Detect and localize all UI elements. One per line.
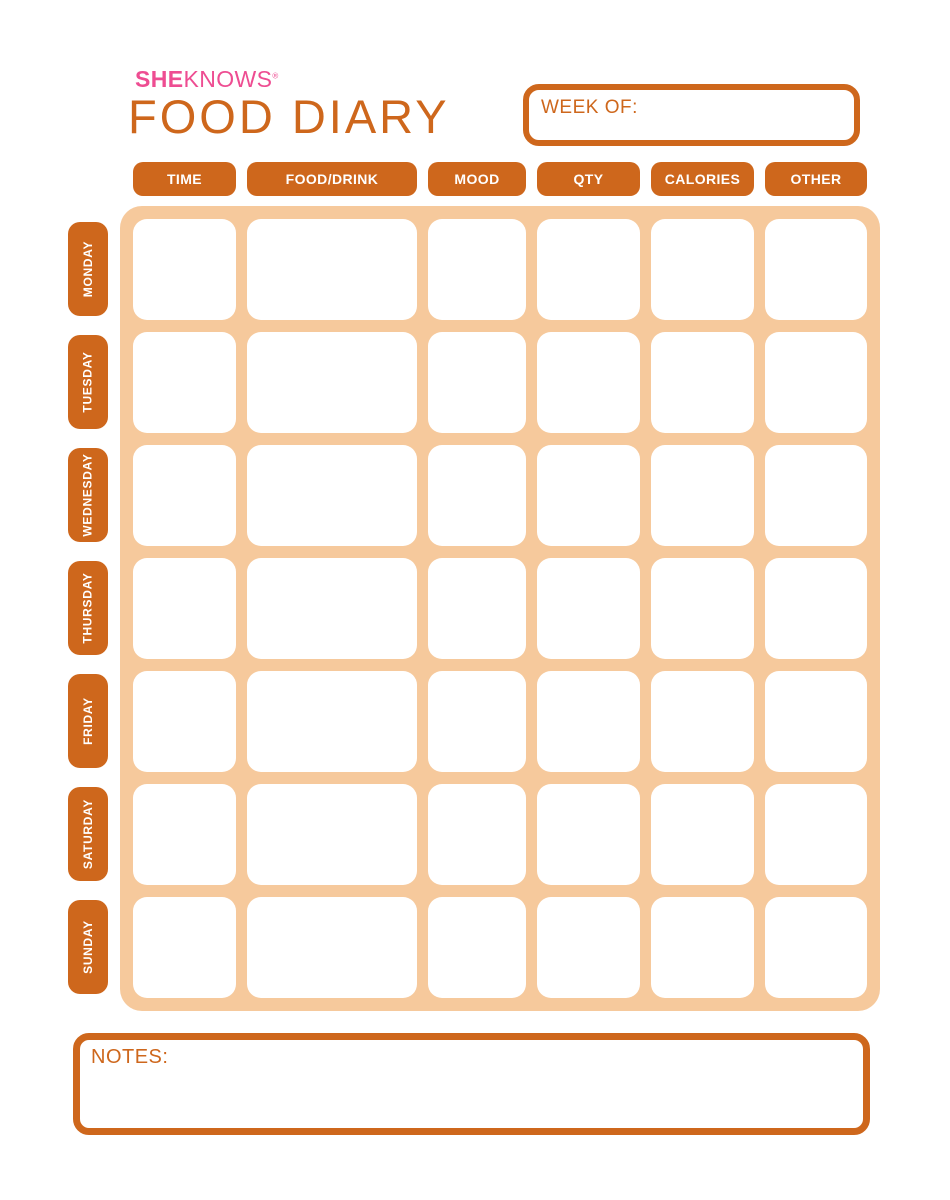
cell-wednesday-qty[interactable] [537,445,640,546]
day-tab-wednesday-label: WEDNESDAY [81,453,95,537]
day-tab-thursday [68,561,108,655]
cell-saturday-mood[interactable] [428,784,526,885]
cell-saturday-calories[interactable] [651,784,754,885]
cell-tuesday-time[interactable] [133,332,236,433]
cell-tuesday-food-drink[interactable] [247,332,417,433]
day-tab-tuesday [68,335,108,429]
cell-saturday-qty[interactable] [537,784,640,885]
cell-sunday-calories[interactable] [651,897,754,998]
page-title: FOOD DIARY [128,90,450,143]
column-header-other: OTHER [765,162,867,196]
cell-wednesday-calories[interactable] [651,445,754,546]
day-tab-friday-label: FRIDAY [81,697,96,745]
cell-sunday-other[interactable] [765,897,867,998]
day-tab-sunday-label: SUNDAY [81,920,95,974]
cell-saturday-other[interactable] [765,784,867,885]
column-header-mood: MOOD [428,162,526,196]
logo-trademark: ® [272,71,279,81]
cell-sunday-mood[interactable] [428,897,526,998]
logo-she: SHE [135,66,184,92]
column-headers [120,162,880,196]
cell-monday-calories[interactable] [651,219,754,320]
cell-sunday-time[interactable] [133,897,236,998]
cell-saturday-food-drink[interactable] [247,784,417,885]
week-of-label: WEEK OF: [541,97,638,118]
cell-tuesday-calories[interactable] [651,332,754,433]
week-of-box[interactable] [523,84,860,146]
cell-thursday-food-drink[interactable] [247,558,417,659]
cell-monday-time[interactable] [133,219,236,320]
day-tab-friday [68,674,108,768]
notes-box[interactable] [73,1033,870,1135]
cell-wednesday-mood[interactable] [428,445,526,546]
cell-friday-calories[interactable] [651,671,754,772]
cell-friday-qty[interactable] [537,671,640,772]
day-tab-saturday [68,787,108,881]
cell-friday-other[interactable] [765,671,867,772]
sheknows-logo [135,68,279,91]
cell-friday-food-drink[interactable] [247,671,417,772]
cell-sunday-food-drink[interactable] [247,897,417,998]
cell-wednesday-time[interactable] [133,445,236,546]
day-tab-monday-label: MONDAY [81,240,95,298]
cell-sunday-qty[interactable] [537,897,640,998]
cell-friday-time[interactable] [133,671,236,772]
day-tab-sunday [68,900,108,994]
cell-wednesday-other[interactable] [765,445,867,546]
cell-monday-food-drink[interactable] [247,219,417,320]
day-tab-monday [68,222,108,316]
logo-knows: KNOWS [183,66,273,92]
cell-thursday-mood[interactable] [428,558,526,659]
cell-friday-mood[interactable] [428,671,526,772]
cell-monday-other[interactable] [765,219,867,320]
day-tab-thursday-label: THURSDAY [81,572,96,644]
cell-thursday-other[interactable] [765,558,867,659]
cell-thursday-calories[interactable] [651,558,754,659]
cell-monday-mood[interactable] [428,219,526,320]
cell-tuesday-mood[interactable] [428,332,526,433]
diary-grid [120,206,880,1011]
day-tab-saturday-label: SATURDAY [81,798,95,870]
column-header-qty: QTY [537,162,640,196]
cell-thursday-time[interactable] [133,558,236,659]
column-header-time: TIME [133,162,236,196]
cell-saturday-time[interactable] [133,784,236,885]
column-header-calories: CALORIES [651,162,754,196]
cell-tuesday-other[interactable] [765,332,867,433]
day-tab-wednesday [68,448,108,542]
cell-wednesday-food-drink[interactable] [247,445,417,546]
notes-label: NOTES: [91,1046,169,1068]
day-tab-tuesday-label: TUESDAY [81,351,96,413]
cell-monday-qty[interactable] [537,219,640,320]
cell-tuesday-qty[interactable] [537,332,640,433]
cell-thursday-qty[interactable] [537,558,640,659]
column-header-food-drink: FOOD/DRINK [247,162,417,196]
